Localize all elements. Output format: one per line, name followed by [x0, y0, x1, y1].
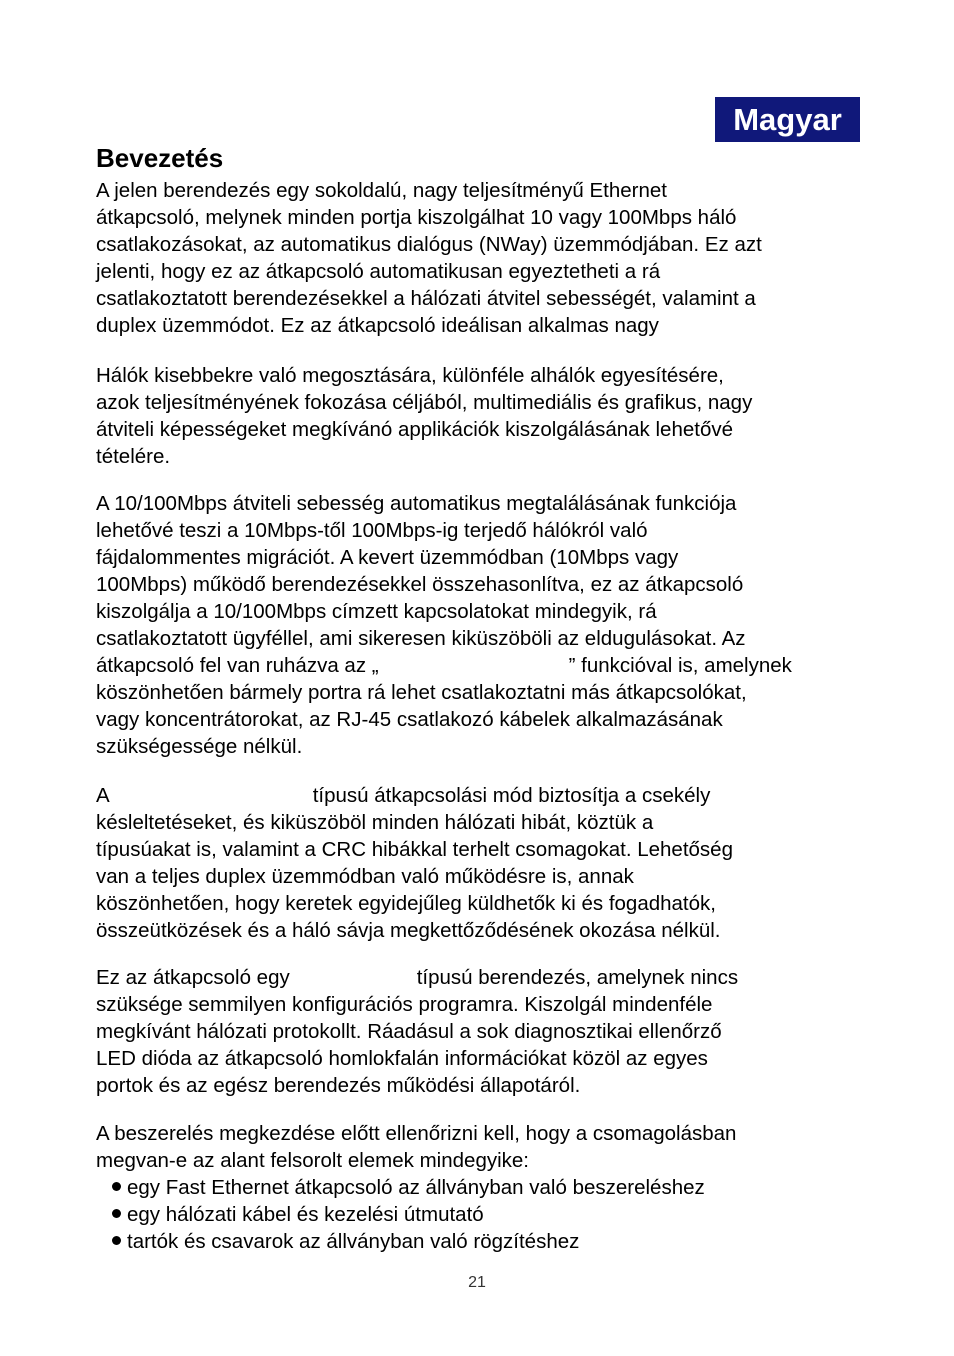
text-line: szüksége semmilyen konfigurációs programra. Kiszolgál mindenféle: [96, 993, 713, 1016]
paragraph-package-check: [96, 1120, 866, 1174]
paragraph-plug-and-play: [96, 964, 866, 1099]
text-line: [96, 964, 866, 991]
text-fragment: típusú átkapcsolási mód biztosítja a csekély: [312, 784, 711, 807]
text-line: azok teljesítményének fokozása céljából, multimediális és grafikus, nagy: [96, 391, 753, 414]
text-line: szükségessége nélkül.: [96, 735, 303, 758]
list-item-label: egy Fast Ethernet átkapcsoló az állványban való beszereléshez: [127, 1176, 705, 1199]
text-line: A beszerelés megkezdése előtt ellenőrizni kell, hogy a csomagolásban: [96, 1122, 737, 1145]
paragraph-switching-mode: [96, 782, 866, 944]
text-line: A 10/100Mbps átviteli sebesség automatikus megtalálásának funkciója: [96, 492, 737, 515]
text-fragment: A: [96, 784, 110, 807]
list-item: [112, 1201, 705, 1228]
list-item: [112, 1228, 705, 1255]
text-line: tételére.: [96, 445, 171, 468]
list-item: [112, 1174, 705, 1201]
text-line: csatlakoztatott ügyféllel, ami sikeresen kiküszöböli az eldugulásokat. Az: [96, 627, 746, 650]
language-badge: Magyar: [715, 97, 860, 142]
text-line: köszönhetően bármely portra rá lehet csatlakoztatni más átkapcsolókat,: [96, 681, 747, 704]
text-line: összeütközések és a háló sávja megkettőződésének okozása nélkül.: [96, 919, 721, 942]
text-line: 100Mbps) működő berendezésekkel összehasonlítva, ez az átkapcsoló: [96, 573, 744, 596]
paragraph-intro: [96, 177, 866, 339]
bullet-icon: [112, 1236, 121, 1245]
text-line: csatlakozásokat, az automatikus dialógus (NWay) üzemmódjában. Ez azt: [96, 233, 762, 256]
text-fragment: ” funkcióval is, amelynek: [568, 654, 792, 677]
list-item-label: egy hálózati kábel és kezelési útmutató: [127, 1203, 484, 1226]
text-line: késleltetéseket, és kiküszöböl minden hálózati hibát, köztük a: [96, 811, 654, 834]
section-heading: Bevezetés: [96, 143, 224, 173]
text-fragment: átkapcsoló fel van ruházva az „: [96, 654, 379, 677]
list-item-label: tartók és csavarok az állványban való rögzítéshez: [127, 1230, 580, 1253]
text-line: átviteli képességeket megkívánó applikációk kiszolgálásának lehetővé: [96, 418, 734, 441]
text-line: A jelen berendezés egy sokoldalú, nagy teljesítményű Ethernet: [96, 179, 667, 202]
text-line: típusúakat is, valamint a CRC hibákkal terhelt csomagokat. Lehetőség: [96, 838, 733, 861]
text-line: kiszolgálja a 10/100Mbps címzett kapcsolatokat mindegyik, rá: [96, 600, 657, 623]
text-line: lehetővé teszi a 10Mbps-től 100Mbps-ig terjedő hálókról való: [96, 519, 648, 542]
text-line: Hálók kisebbekre való megosztására, különféle alhálók egyesítésére,: [96, 364, 724, 387]
text-line: csatlakoztatott berendezésekkel a hálózati átvitel sebességét, valamint a: [96, 287, 756, 310]
text-line: megvan-e az alant felsorolt elemek mindegyike:: [96, 1149, 529, 1172]
package-contents-list: [112, 1174, 705, 1255]
text-line: portok és az egész berendezés működési állapotáról.: [96, 1074, 581, 1097]
text-line: köszönhetően, hogy keretek egyidejűleg küldhetők ki és fogadhatók,: [96, 892, 716, 915]
text-line: átkapcsoló, melynek minden portja kiszolgálhat 10 vagy 100Mbps háló: [96, 206, 737, 229]
bullet-icon: [112, 1182, 121, 1191]
text-line: LED dióda az átkapcsoló homlokfalán információkat közöl az egyes: [96, 1047, 708, 1070]
text-line: [96, 782, 866, 809]
text-line: van a teljes duplex üzemmódban való működésre is, annak: [96, 865, 634, 888]
text-line: [96, 652, 866, 679]
text-line: fájdalommentes migrációt. A kevert üzemmódban (10Mbps vagy: [96, 546, 679, 569]
bullet-icon: [112, 1209, 121, 1218]
text-line: vagy koncentrátorokat, az RJ-45 csatlakozó kábelek alkalmazásának: [96, 708, 723, 731]
text-fragment: típusú berendezés, amelynek nincs: [416, 966, 739, 989]
text-line: jelenti, hogy ez az átkapcsoló automatikusan egyeztetheti a rá: [96, 260, 661, 283]
paragraph-applications: [96, 362, 866, 470]
text-line: duplex üzemmódot. Ez az átkapcsoló ideálisan alkalmas nagy: [96, 314, 659, 337]
page-number: 21: [468, 1274, 486, 1291]
paragraph-autosense: [96, 490, 866, 760]
text-fragment: Ez az átkapcsoló egy: [96, 966, 290, 989]
text-line: megkívánt hálózati protokollt. Ráadásul a sok diagnosztikai ellenőrző: [96, 1020, 722, 1043]
